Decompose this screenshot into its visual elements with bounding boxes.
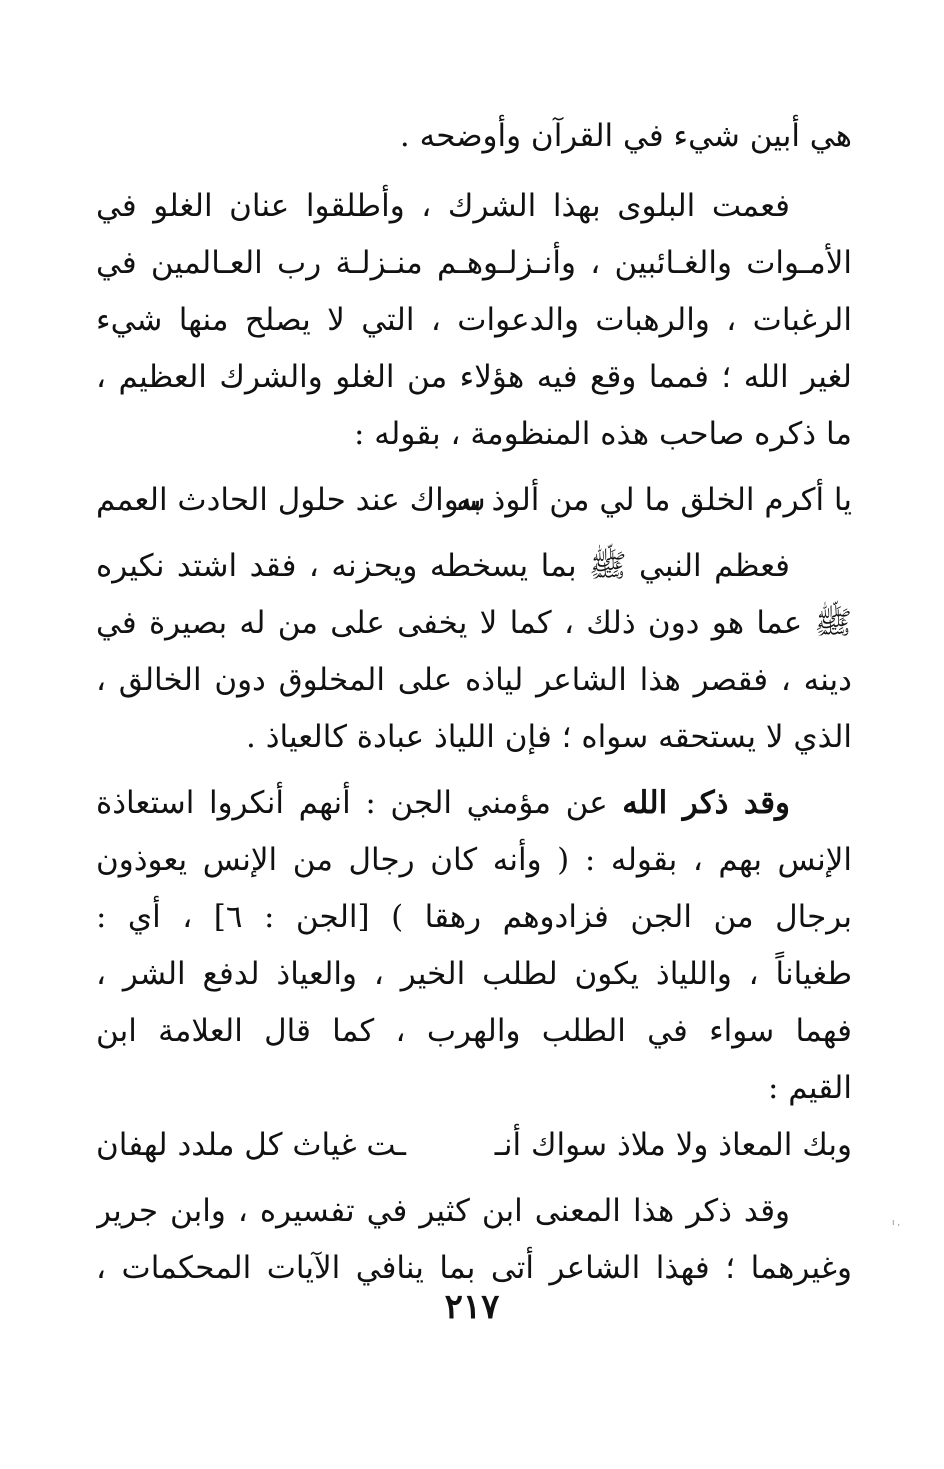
paragraph-line bbox=[96, 349, 852, 406]
paragraph-line bbox=[96, 1003, 852, 1060]
paragraph-line bbox=[96, 178, 852, 235]
paragraph-line bbox=[96, 292, 852, 349]
line-text-rest: عن مؤمني الجن : أنهم أنكروا استعاذة bbox=[96, 785, 623, 821]
line-text: ما ذكره صاحب هذه المنظومة ، بقوله : bbox=[353, 416, 852, 452]
line-text: طغياناً ، واللياذ يكون لطلب الخير ، والعياذ لدفع الشر ، bbox=[96, 956, 852, 992]
line-text: فهما سواء في الطلب والهرب ، كما قال العلامة ابن bbox=[96, 1013, 852, 1049]
paragraph-line bbox=[96, 595, 852, 652]
line-text: الإنس بهم ، بقوله : ( وأنه كان رجال من الإنس يعوذون bbox=[96, 842, 852, 878]
paragraph-line bbox=[96, 832, 852, 889]
paragraph-line bbox=[96, 406, 852, 463]
paragraph-line bbox=[96, 775, 852, 832]
line-text: فعظم النبي ﷺ بما يسخطه ويحزنه ، فقد اشتد نكيره bbox=[96, 548, 790, 584]
page-number: ٢١٧ bbox=[444, 1287, 500, 1327]
poem-verse bbox=[96, 472, 852, 529]
poem-verse bbox=[96, 1117, 852, 1174]
line-text: ﷺ عما هو دون ذلك ، كما لا يخفى على من له بصيرة في bbox=[96, 605, 852, 641]
verse-second-hemistich: سواك عند حلول الحادث العمم bbox=[96, 482, 486, 518]
paragraph-line bbox=[96, 1183, 852, 1240]
page-body bbox=[96, 108, 852, 1297]
bold-phrase: وقد ذكر الله bbox=[622, 785, 790, 821]
line-text: الأمـوات والغـائبين ، وأنـزلـوهـم منـزلـة رب العـالمين في bbox=[96, 245, 852, 281]
margin-mark: ı , bbox=[892, 1218, 901, 1228]
line-text: وغيرهما ؛ فهذا الشاعر أتى بما ينافي الآيات المحكمات ، bbox=[96, 1250, 852, 1286]
paragraph-line bbox=[96, 1060, 852, 1117]
line-text: الذي لا يستحقه سواه ؛ فإن اللياذ عبادة كالعياذ . bbox=[246, 719, 852, 755]
paragraph-line bbox=[96, 235, 852, 292]
line-text: هي أبين شيء في القرآن وأوضحه . bbox=[399, 118, 852, 154]
line-text: دينه ، فقصر هذا الشاعر لياذه على المخلوق دون الخالق ، bbox=[96, 662, 852, 698]
line-text bbox=[96, 775, 852, 832]
line-text: لغير الله ؛ فمما وقع فيه هؤلاء من الغلو والشرك العظيم ، bbox=[96, 359, 852, 395]
line-text: الرغبات ، والرهبات والدعوات ، التي لا يصلح منها شيء bbox=[96, 302, 852, 338]
paragraph-line bbox=[96, 108, 852, 165]
line-text: وقد ذكر هذا المعنى ابن كثير في تفسيره ، وابن جرير bbox=[96, 1193, 790, 1229]
paragraph-line bbox=[96, 538, 852, 595]
verse-second-hemistich: ـت غياث كل ملدد لهفان bbox=[96, 1127, 406, 1163]
line-text: برجال من الجن فزادوهم رهقا ) [الجن : ٦] ، أي : bbox=[96, 899, 852, 935]
verse-first-hemistich: يا أكرم الخلق ما لي من ألوذ به bbox=[456, 482, 852, 518]
paragraph-line bbox=[96, 709, 852, 766]
paragraph-line bbox=[96, 889, 852, 946]
verse-first-hemistich: وبك المعاذ ولا ملاذ سواك أنـ bbox=[494, 1127, 852, 1163]
paragraph-line bbox=[96, 652, 852, 709]
paragraph-line bbox=[96, 946, 852, 1003]
line-text: القيم : bbox=[767, 1070, 852, 1106]
line-text: فعمت البلوى بهذا الشرك ، وأطلقوا عنان الغلو في bbox=[96, 188, 790, 224]
